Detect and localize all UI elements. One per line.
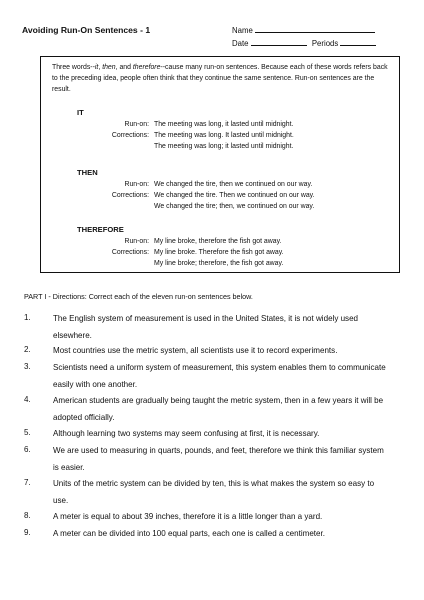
item-number: 4.: [24, 395, 31, 404]
section-heading-it: IT: [77, 108, 84, 117]
item-text: American students are gradually being taught the metric system, then in a few years it will be adopted officially.: [53, 396, 384, 422]
item-number: 1.: [24, 313, 31, 322]
name-blank[interactable]: [255, 25, 375, 33]
worksheet-title: Avoiding Run-On Sentences - 1: [22, 25, 151, 35]
corrections-label: Corrections:: [111, 249, 149, 256]
runon-label: Run-on:: [124, 181, 149, 188]
intro-paragraph: [52, 62, 390, 95]
date-periods-line: [232, 38, 376, 48]
item-number: 9.: [24, 528, 31, 537]
intro-text: ,: [98, 64, 103, 71]
item-text: A meter is equal to about 39 inches, therefore it is a little longer than a yard.: [53, 512, 323, 521]
part1-directions: PART I - Directions: Correct each of the eleven run-on sentences below.: [24, 292, 253, 301]
correction-example: We changed the tire. Then we continued on our way.: [154, 192, 315, 199]
item-number: 2.: [24, 345, 31, 354]
item-text: We are used to measuring in quarts, pounds, and feet, therefore we think this familiar system is easier.: [53, 446, 384, 472]
name-line: [232, 25, 375, 35]
intro-word-then: then: [102, 64, 116, 71]
intro-text: --cause many run-on sentences. Because each of these words refers back to the preceding idea, people often think that they continue the same sentence. Run-on sentences are the result.: [52, 64, 388, 93]
item-text: The English system of measurement is used in the United States, it is not widely used elsewhere.: [53, 314, 359, 340]
item-number: 5.: [24, 428, 31, 437]
runon-example: My line broke, therefore the fish got away.: [154, 238, 282, 245]
intro-text: , and: [115, 64, 133, 71]
item-text: Most countries use the metric system, all scientists use it to record experiments.: [53, 346, 338, 355]
name-label: Name: [232, 26, 253, 35]
item-number: 3.: [24, 362, 31, 371]
correction-example: The meeting was long; it lasted until midnight.: [154, 143, 294, 150]
section-heading-therefore: THEREFORE: [77, 225, 124, 234]
item-number: 7.: [24, 478, 31, 487]
runon-example: We changed the tire, then we continued on our way.: [154, 181, 313, 188]
runon-label: Run-on:: [124, 238, 149, 245]
periods-blank[interactable]: [340, 38, 376, 46]
correction-example: The meeting was long. It lasted until midnight.: [154, 132, 294, 139]
intro-text: Three words--: [52, 64, 95, 71]
date-label: Date: [232, 39, 249, 48]
periods-label: Periods: [311, 39, 339, 48]
date-blank[interactable]: [251, 38, 307, 46]
item-text: A meter can be divided into 100 equal parts, each one is called a centimeter.: [53, 529, 325, 538]
runon-example: The meeting was long, it lasted until midnight.: [154, 121, 294, 128]
item-text: Units of the metric system can be divided by ten, this is what makes the system so easy to use.: [53, 479, 375, 505]
item-number: 6.: [24, 445, 31, 454]
corrections-label: Corrections:: [111, 192, 149, 199]
intro-word-it: it: [94, 64, 99, 71]
correction-example: My line broke. Therefore the fish got away.: [154, 249, 284, 256]
corrections-label: Corrections:: [111, 132, 149, 139]
correction-example: We changed the tire; then, we continued on our way.: [154, 203, 315, 210]
runon-label: Run-on:: [124, 121, 149, 128]
item-text: Scientists need a uniform system of measurement, this system enables them to communicate easily with one another.: [53, 363, 386, 389]
section-heading-then: THEN: [77, 168, 98, 177]
correction-example: My line broke; therefore, the fish got away.: [154, 260, 284, 267]
explanation-box: [40, 56, 400, 273]
intro-word-therefore: therefore: [132, 64, 161, 71]
item-text: Although learning two systems may seem confusing at first, it is necessary.: [53, 429, 320, 438]
item-number: 8.: [24, 511, 31, 520]
